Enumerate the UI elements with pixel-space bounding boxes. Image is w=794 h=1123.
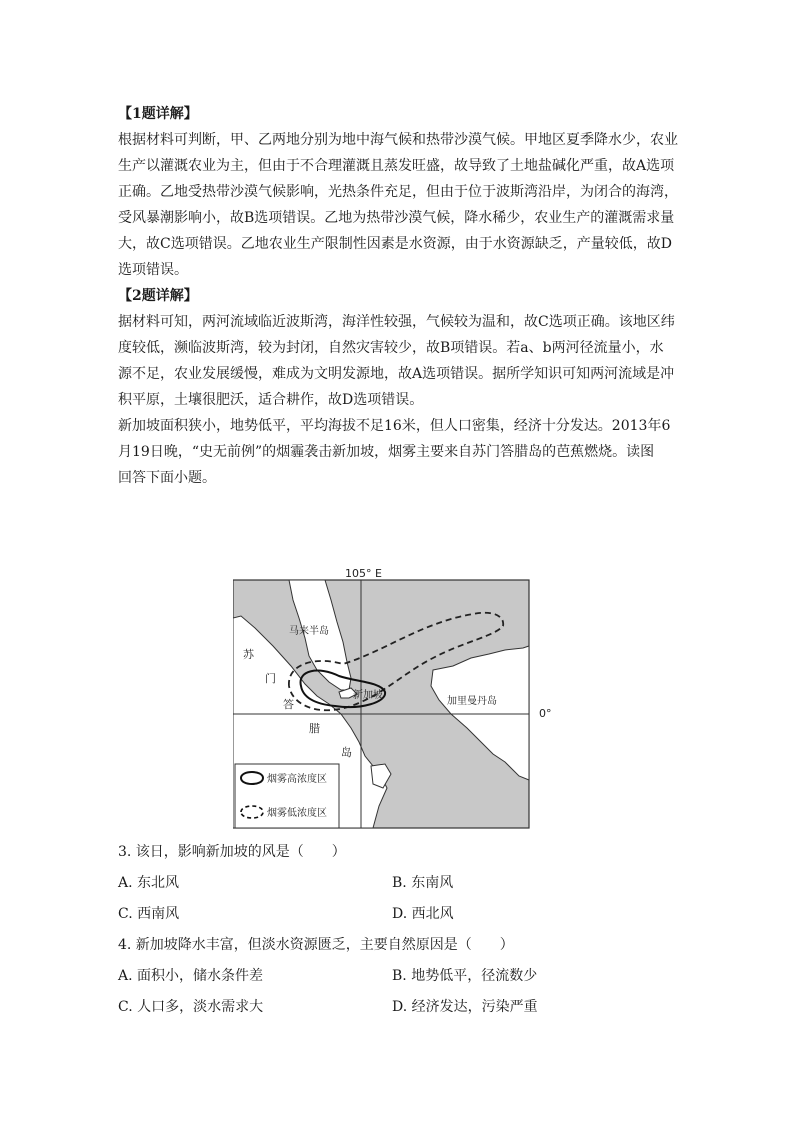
section-1-line: 生产以灌溉农业为主，但由于不合理灌溉且蒸发旺盛，故导致了土地盐碱化严重，故A选项 [118,158,675,174]
sumatra-label-char: 岛 [341,746,352,759]
section-2-line: 积平原，土壤很肥沃，适合耕作，故D选项错误。 [118,392,424,408]
latitude-label: 0° [539,707,552,720]
q3-option-c: C. 西南风 [118,906,180,922]
q4-option-b: B. 地势低平，径流数少 [392,968,538,984]
section-2-line: 据材料可知，两河流域临近波斯湾，海洋性较强，气候较为温和，故C选项正确。该地区纬 [118,314,675,330]
legend-high-label: 烟雾高浓度区 [267,774,327,785]
malay-label: 马来半岛 [289,626,329,637]
q4-option-d: D. 经济发达，污染严重 [392,999,538,1015]
section-1-line: 选项错误。 [118,262,188,278]
section-1-explanation [118,101,678,491]
intro-line: 月19日晚，“史无前例”的烟霾袭击新加坡，烟雾主要来自苏门答腊岛的芭蕉燃烧。读图 [118,444,655,460]
q4-option-c: C. 人口多，淡水需求大 [118,999,264,1015]
sumatra-label-char: 答 [283,698,294,711]
legend-low-label: 烟雾低浓度区 [267,808,327,819]
section-1-heading: 【1题详解】 [118,106,198,122]
q3-option-a: A. 东北风 [118,875,180,891]
sumatra-label-char: 门 [265,672,276,685]
section-1-line: 根据材料可判断，甲、乙两地分别为地中海气候和热带沙漠气候。甲地区夏季降水少，农业 [118,132,678,148]
q3-option-d: D. 西北风 [392,906,454,922]
question-4-stem: 4. 新加坡降水丰富，但淡水资源匮乏，主要自然原因是（ ） [118,937,514,953]
section-1-line: 正确。乙地受热带沙漠气候影响，光热条件充足，但由于位于波斯湾沿岸，为闭合的海湾， [118,184,678,200]
singapore-label: 新加坡 [353,690,383,701]
section-2-heading: 【2题详解】 [118,288,198,304]
q3-option-b: B. 东南风 [392,875,454,891]
sumatra-label-char: 腊 [309,722,320,735]
intro-line: 新加坡面积狭小，地势低平，平均海拔不足16米，但人口密集，经济十分发达。2013年6 [118,418,671,434]
map-legend [235,764,339,828]
longitude-label: 105° E [345,567,382,580]
section-2-line: 度较低，濒临波斯湾，较为封闭，自然灾害较少，故B项错误。若a、b两河径流量小，水 [118,340,664,356]
kalimantan-label: 加里曼丹岛 [447,696,497,707]
intro-line: 回答下面小题。 [118,470,216,486]
section-1-line: 受风暴潮影响小，故B选项错误。乙地为热带沙漠气候，降水稀少，农业生产的灌溉需求量 [118,210,675,226]
section-1-line: 大，故C选项错误。乙地农业生产限制性因素是水资源，由于水资源缺乏，产量较低，故D [118,236,672,252]
q4-option-a: A. 面积小，储水条件差 [118,968,264,984]
smog-map [233,566,561,830]
question-3-stem: 3. 该日，影响新加坡的风是（ ） [118,844,346,860]
section-2-line: 源不足，农业发展缓慢，难成为文明发源地，故A选项错误。据所学知识可知两河流域是冲 [118,366,675,382]
sumatra-label-char: 苏 [243,648,254,661]
